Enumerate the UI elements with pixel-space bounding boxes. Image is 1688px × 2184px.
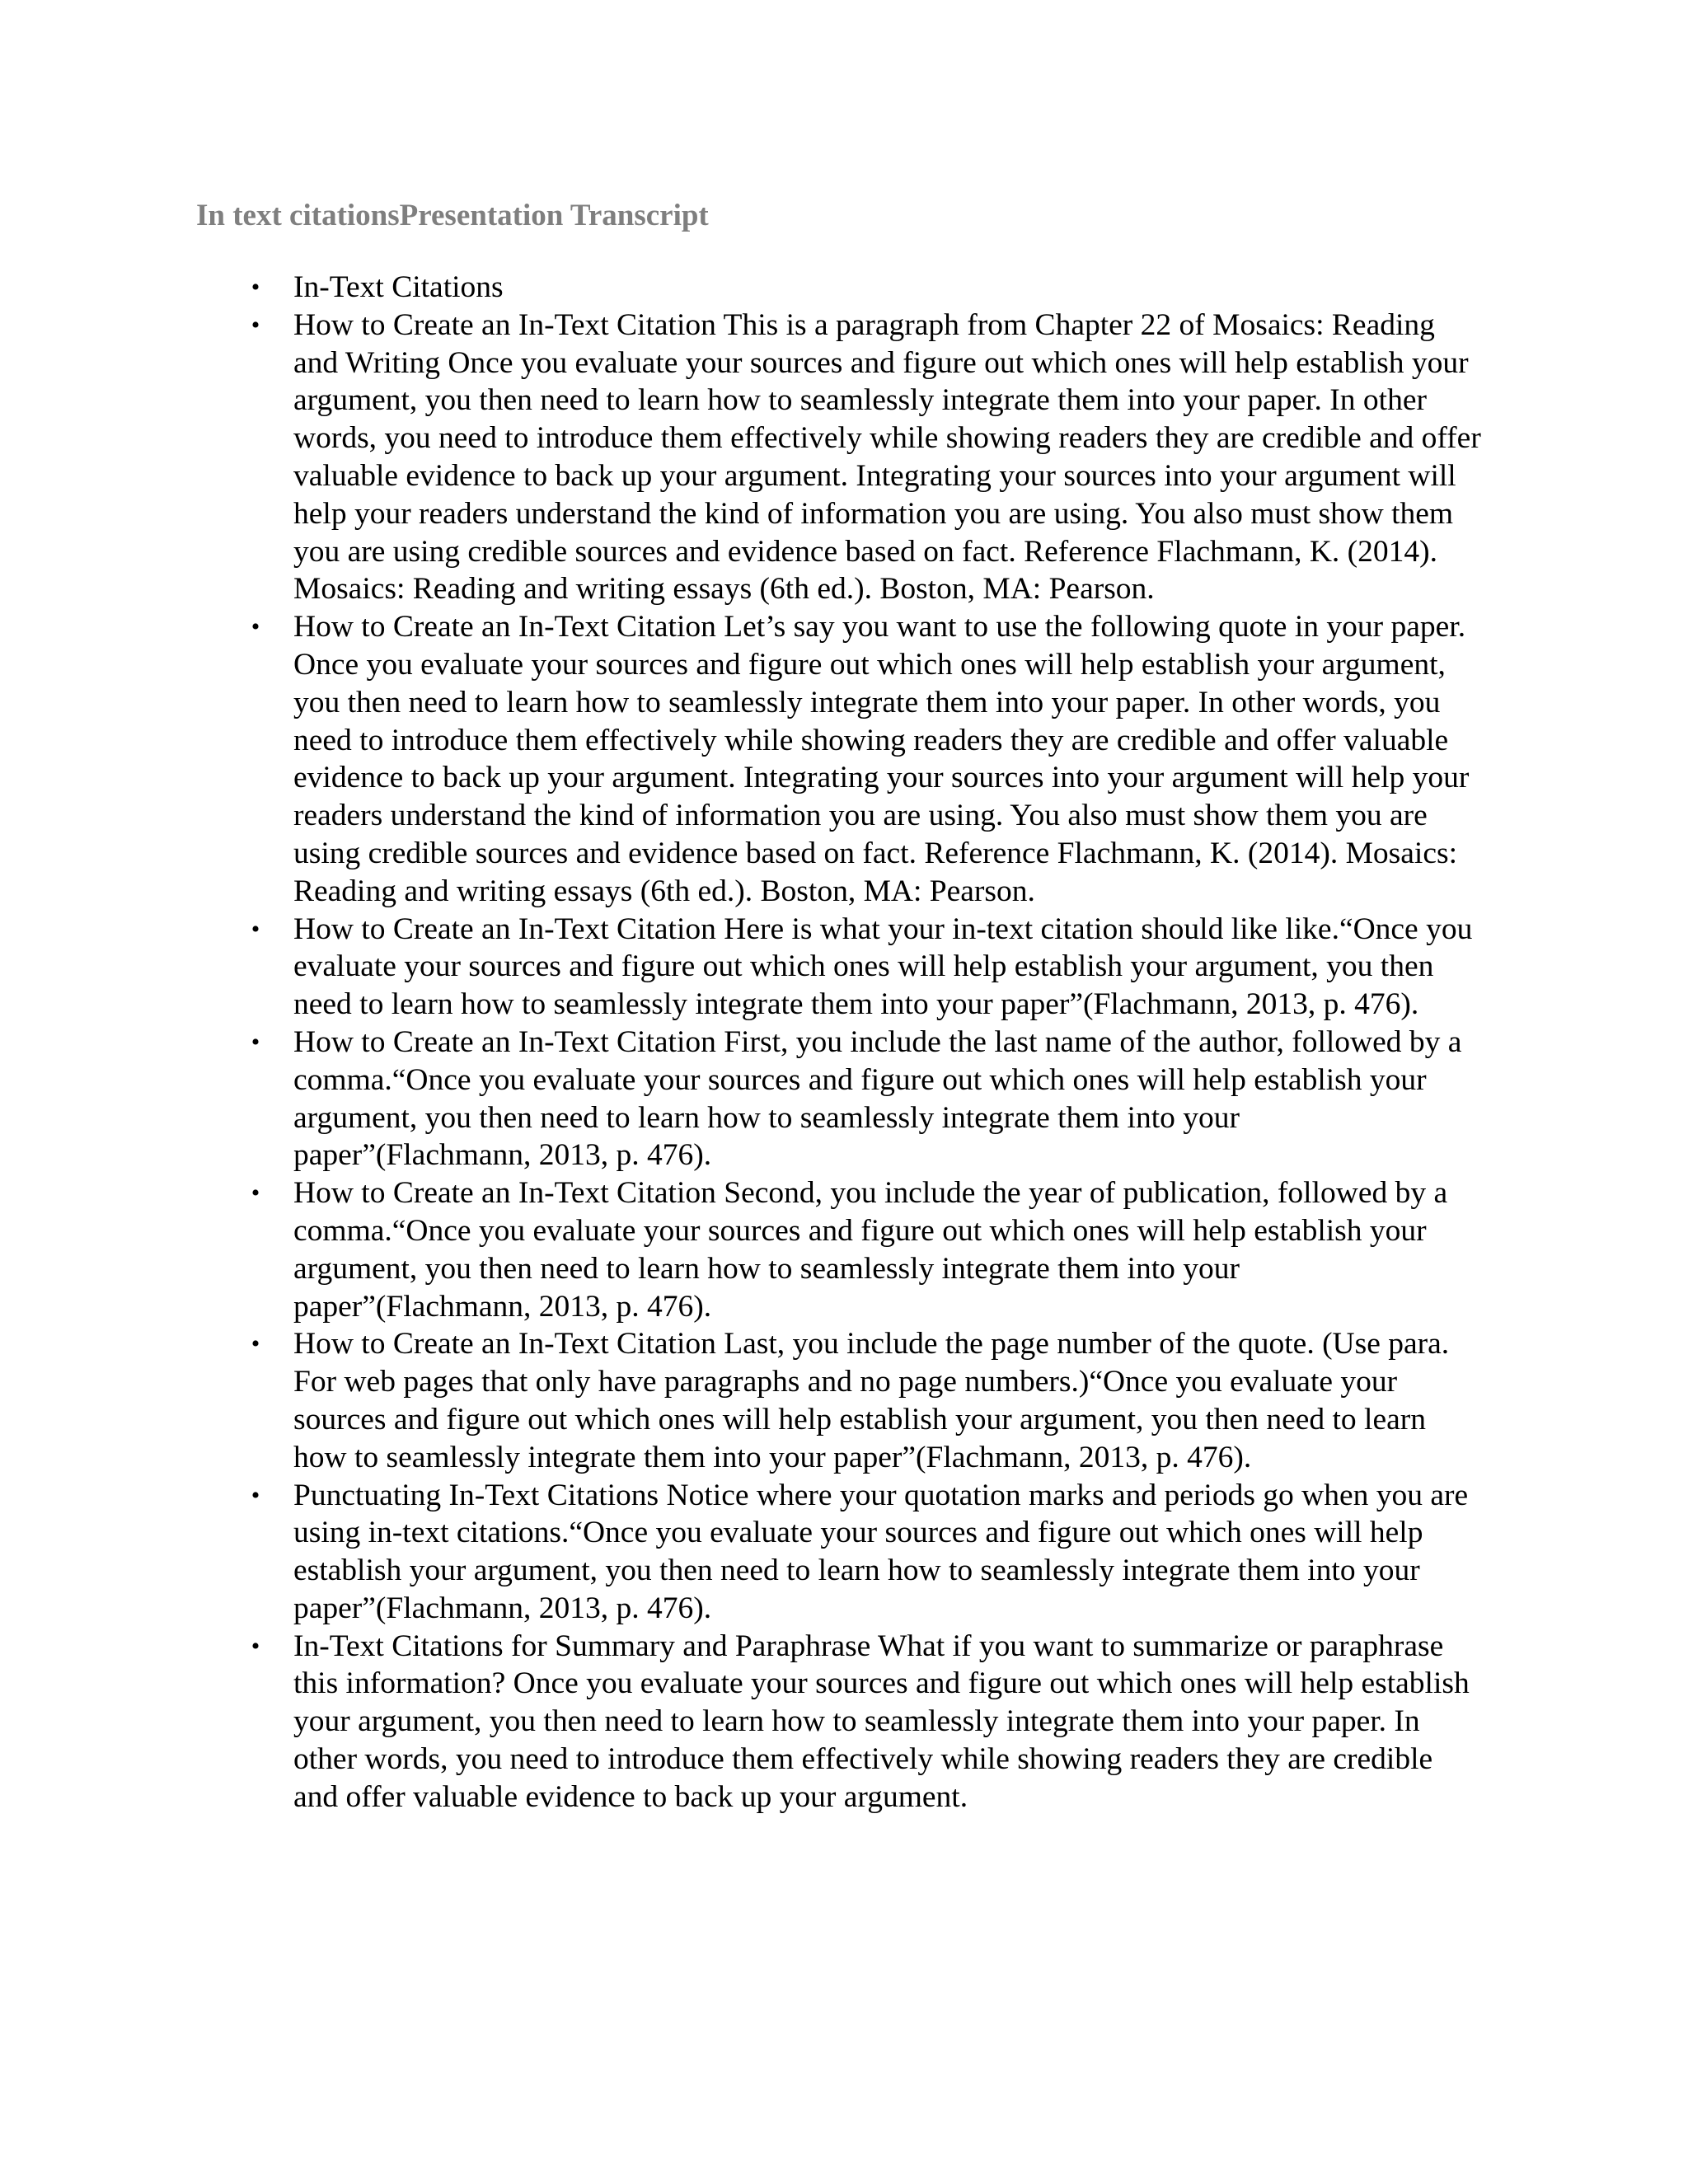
bullet-icon: • [251, 915, 260, 943]
list-item [196, 608, 1482, 910]
document-title: In text citationsPresentation Transcript [196, 199, 709, 232]
list-item [196, 1024, 1482, 1174]
list-item [196, 1477, 1482, 1628]
transcript-bullet-list [196, 269, 1482, 1816]
list-item-text: How to Create an In-Text Citation First, you include the last name of the author, followed by a comma.“Once you evaluate your sources and figure out which ones will help establish your argument, you then need to learn how to seamlessly integrate them into your paper”(Flachmann, 2013, p. 476). [293, 1024, 1462, 1173]
bullet-icon: • [251, 613, 260, 641]
list-item [196, 269, 1482, 307]
list-item-text: How to Create an In-Text Citation Let’s say you want to use the following quote in your paper. Once you evaluate your sources and figure out which ones will help establish your argument, you then need to learn how to seamlessly integrate them into your paper. In other words, you need to introduce them effectively while showing readers they are credible and offer valuable evidence to back up your argument. Integrating your sources into your argument will help your readers understand the kind of information you are using. You also must show them you are using credible sources and evidence based on fact. Reference Flachmann, K. (2014). Mosaics: Reading and writing essays (6th ed.). Boston, MA: Pearson. [293, 610, 1470, 908]
bullet-icon: • [251, 1632, 260, 1660]
bullet-icon: • [251, 1028, 260, 1056]
list-item [196, 307, 1482, 608]
bullet-icon: • [251, 311, 260, 339]
bullet-icon: • [251, 1330, 260, 1358]
list-item-text: How to Create an In-Text Citation Second, you include the year of publication, followed by a comma.“Once you evaluate your sources and figure out which ones will help establish your argument, you then need to learn how to seamlessly integrate them into your paper”(Flachmann, 2013, p. 476). [293, 1176, 1448, 1324]
bullet-icon: • [251, 274, 260, 301]
list-item [196, 1628, 1482, 1816]
list-item-text: How to Create an In-Text Citation This is a paragraph from Chapter 22 of Mosaics: Reading and Writing Once you evaluate your sources and figure out which ones will help establish your argument, you then need to learn how to seamlessly integrate them into your paper. In other words, you need to introduce them effectively while showing readers they are credible and offer valuable evidence to back up your argument. Integrating your sources into your argument will help your readers understand the kind of information you are using. You also must show them you are using credible sources and evidence based on fact. Reference Flachmann, K. (2014). Mosaics: Reading and writing essays (6th ed.). Boston, MA: Pearson. [293, 307, 1481, 607]
list-item-text: In-Text Citations [293, 270, 504, 304]
list-item [196, 1325, 1482, 1476]
list-item-text: How to Create an In-Text Citation Last, you include the page number of the quote. (Use para. For web pages that only have paragraphs and no page numbers.)“Once you evaluate your sources and figure out which ones will help establish your argument, you then need to learn how to seamlessly integrate them into your paper”(Flachmann, 2013, p. 476). [293, 1327, 1450, 1474]
bullet-icon: • [251, 1481, 260, 1509]
list-item-text: Punctuating In-Text Citations Notice where your quotation marks and periods go when you are using in-text citations.“Once you evaluate your sources and figure out which ones will help establish your argument, you then need to learn how to seamlessly integrate them into your paper”(Flachmann, 2013, p. 476). [293, 1478, 1469, 1625]
list-item-text: How to Create an In-Text Citation Here is what your in-text citation should like like.“Once you evaluate your sources and figure out which ones will help establish your argument, you then need to learn how to seamlessly integrate them into your paper”(Flachmann, 2013, p. 476). [293, 912, 1473, 1022]
list-item-text: In-Text Citations for Summary and Paraphrase What if you want to summarize or paraphrase this information? Once you evaluate your sources and figure out which ones will help establish your argument, you then need to learn how to seamlessly integrate them into your paper. In other words, you need to introduce them effectively while showing readers they are credible and offer valuable evidence to back up your argument. [293, 1629, 1470, 1814]
bullet-icon: • [251, 1179, 260, 1207]
list-item [196, 1174, 1482, 1325]
list-item [196, 911, 1482, 1024]
